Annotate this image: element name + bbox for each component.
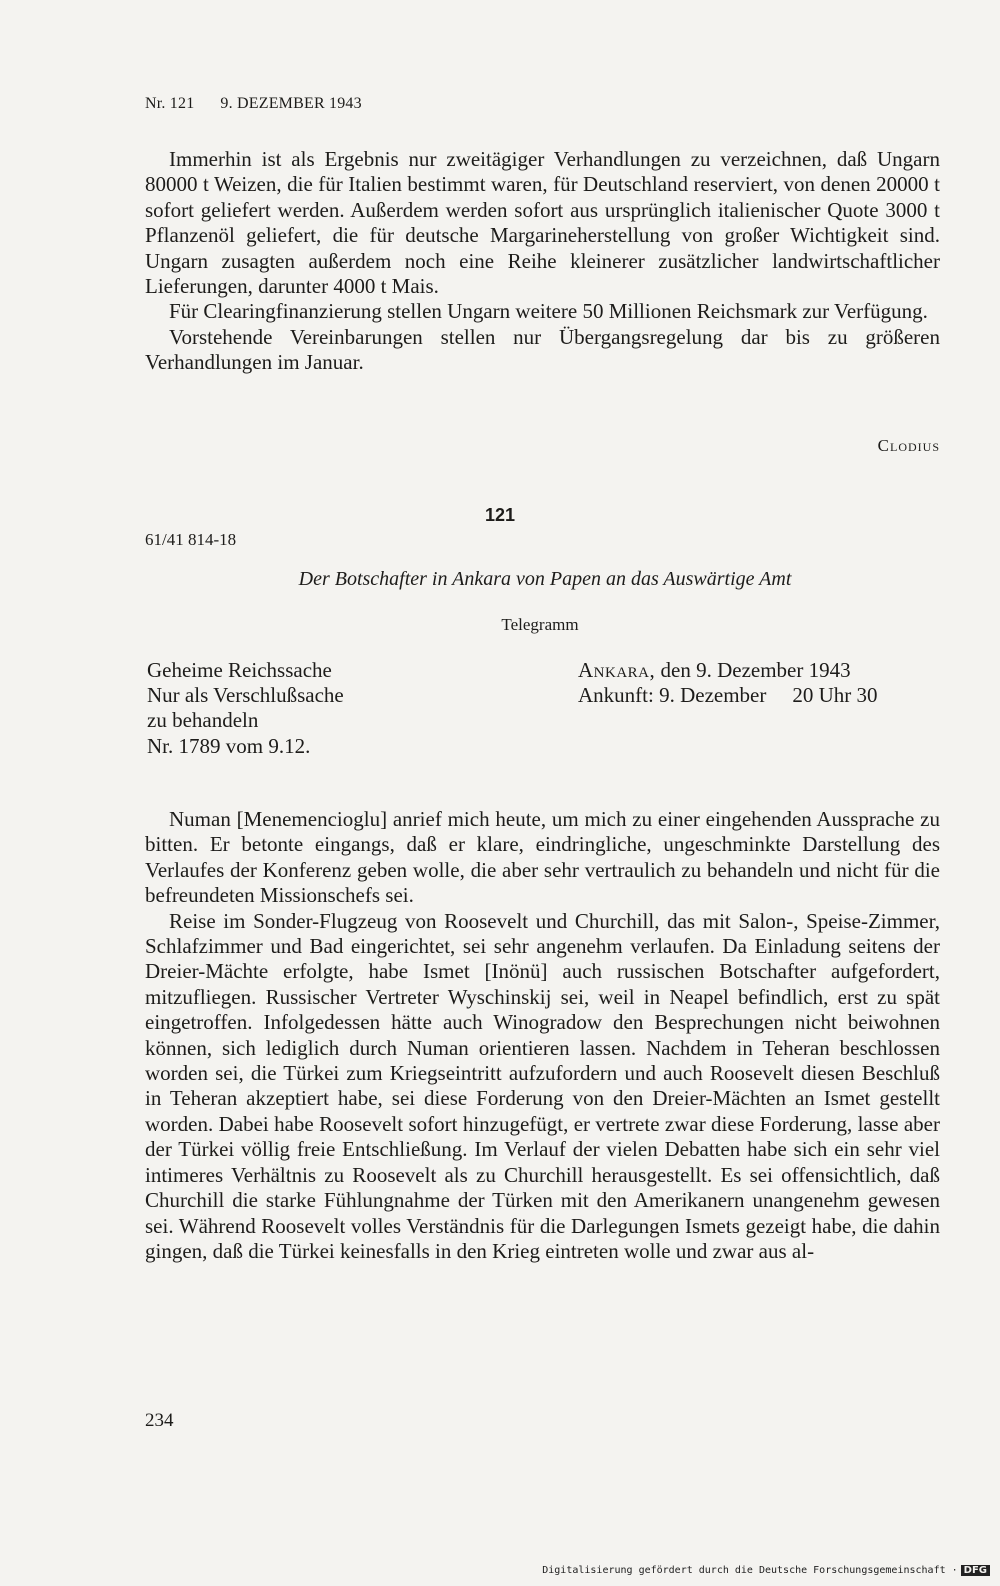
classification-line: Nr. 1789 vom 9.12.	[147, 733, 311, 758]
dfg-logo: DFG	[961, 1565, 990, 1576]
running-head	[145, 95, 388, 113]
classification-line: Geheime Reichssache	[147, 658, 332, 682]
footer-text: Digitalisierung gefördert durch die Deutsche Forschungsgemeinschaft ·	[542, 1565, 958, 1576]
continuation-paragraph: Für Clearingfinanzierung stellen Ungarn weitere 50 Millionen Reichsmark zur Verfügung.	[169, 299, 928, 324]
dispatch-block	[578, 658, 878, 708]
classification-line: Nur als Verschlußsache	[147, 683, 344, 708]
dispatch-date: den 9. Dezember 1943	[660, 658, 851, 682]
dispatch-line	[578, 658, 878, 683]
arrival-date: Ankunft: 9. Dezember	[578, 683, 767, 708]
running-head-date: 9. DEZEMBER 1943	[220, 95, 362, 112]
telegram-paragraph: Reise im Sonder-Flugzeug von Roosevelt und Churchill, das mit Salon-, Speise-Zimmer, Schlafzimmer und Bad eingerichtet, sei sehr angenehm verlaufen. Da Einladung seitens der Dreier-Mächte erfolgte, habe Ismet [Inönü] auch russischen Botschafter aufgefordert, mitzufliegen. Russischer Vertreter Wyschinskij sei, weil in Neapel befindlich, erst zu spät eingetroffen. Infolgedessen hätte auch Winogradow den Besprechungen nicht beiwohnen können, sich lediglich durch Numan orientieren lassen. Nachdem in Teheran beschlossen worden sei, die Türkei zum Kriegseintritt aufzufordern und auch Roosevelt diesen Beschluß in Teheran akzeptiert habe, sei diese Forderung von den Dreier-Mächten an Ismet gestellt worden. Dabei habe Roosevelt sofort hinzugefügt, er vertrete zwar diese Forderung, lasse aber der Türkei völlig freie Entschließung. Im Verlauf der vielen Debatten habe sich ein sehr viel intimeres Verhältnis zu Roosevelt als zu Churchill herausgestellt. Es sei offensichtlich, daß Churchill die starke Fühlungnahme der Türken mit den Amerikanern unangenehm gewesen sei. Während Roosevelt volles Verständnis für die Darlegungen Ismets gezeigt habe, die dahin gingen, daß die Türkei keinesfalls in den Krieg eintreten wolle und zwar aus al-	[145, 908, 940, 1263]
dispatch-place: Ankara,	[578, 658, 656, 682]
continuation-paragraph: Vorstehende Vereinbarungen stellen nur Übergangsregelung dar bis zu größeren Verhandlungen im Januar.	[145, 324, 940, 375]
continuation-paragraph: Immerhin ist als Ergebnis nur zweitägiger Verhandlungen zu verzeichnen, daß Ungarn 80000 t Weizen, die für Italien bestimmt waren, für Deutschland reserviert, von denen 20000 t sofort geliefert werden. Außerdem werden sofort aus ursprünglich italienischer Quote 3000 t Pflanzenöl geliefert, die für deutsche Margarineherstellung von großer Wichtigkeit sind. Ungarn zusagten außerdem noch eine Reihe kleinerer zusätzlicher landwirtschaftlicher Lieferungen, darunter 4000 t Mais.	[145, 147, 940, 299]
running-head-number: Nr. 121	[145, 95, 195, 112]
document-type: Telegramm	[501, 615, 579, 634]
archive-reference: 61/41 814-18	[145, 530, 237, 549]
classification-block	[147, 658, 344, 759]
arrival-line	[578, 683, 878, 708]
arrival-time: 20 Uhr 30	[792, 683, 878, 708]
telegram-text	[145, 807, 940, 1264]
document-title: Der Botschafter in Ankara von Papen an das Auswärtige Amt	[298, 568, 792, 590]
continuation-text	[145, 147, 940, 376]
classification-line: zu behandeln	[147, 708, 259, 733]
document-number: 121	[484, 505, 516, 525]
telegram-paragraph: Numan [Menemencioglu] anrief mich heute, um mich zu einer eingehenden Aussprache zu bitten. Er betonte eingangs, daß er klare, eindringliche, ungeschminkte Darstellung des Verlaufes der Konferenz geben wolle, die aber sehr vertraulich zu behandeln und nicht für die befreundeten Missionschefs sei.	[145, 807, 940, 908]
page-number: 234	[145, 1410, 174, 1431]
digitization-footer	[542, 1565, 990, 1576]
signature: Clodius	[877, 436, 940, 455]
